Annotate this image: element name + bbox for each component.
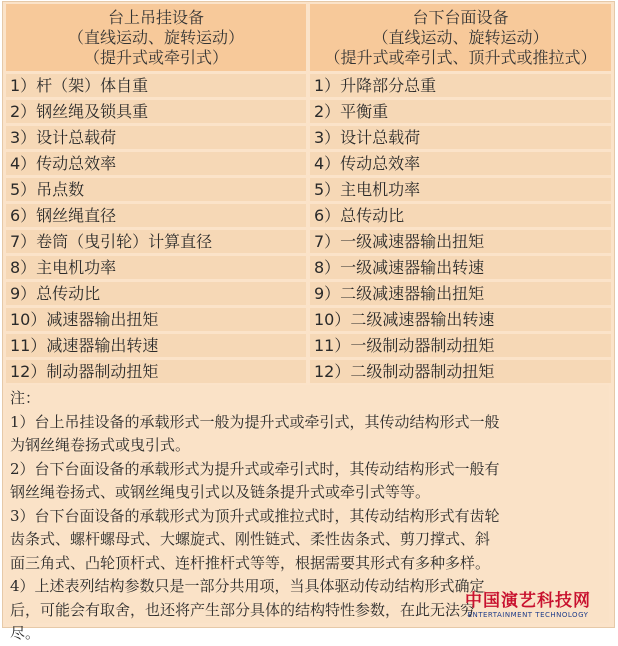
table-cell-right: 7）一级减速器输出扭矩 xyxy=(310,230,611,253)
notes-line: 3）台下台面设备的承载形式为顶升式或推拉式时，其传动结构形式有齿轮 xyxy=(10,506,500,525)
table-cell-right: 11）一级制动器制动扭矩 xyxy=(310,334,611,357)
header-subtitle: （直线运动、旋转运动） xyxy=(372,27,549,47)
notes-line: 尽。 xyxy=(10,624,41,642)
header-subtitle: （提升式或牵引式、顶升式或推拉式） xyxy=(324,47,597,67)
table-cell-left: 12）制动器制动扭矩 xyxy=(6,360,306,383)
table-cell-right: 5）主电机功率 xyxy=(310,178,611,201)
notes-line: 为钢丝绳卷扬式或曳引式。 xyxy=(10,436,191,454)
table-cell-left: 9）总传动比 xyxy=(6,282,306,305)
table-cell-left: 8）主电机功率 xyxy=(6,256,306,279)
table-cell-right: 2）平衡重 xyxy=(310,100,611,123)
table-cell-right: 3）设计总载荷 xyxy=(310,126,611,149)
table-header-understage-equipment xyxy=(310,4,611,71)
watermark-subtitle: ENTERTAINMENT TECHNOLOGY xyxy=(467,611,589,619)
table-cell-right: 10）二级减速器输出转速 xyxy=(310,308,611,331)
notes-section xyxy=(6,385,609,642)
notes-line: 面三角式、凸轮顶杆式、连杆推杆式等等，根据需要其形式有多种多样。 xyxy=(10,553,491,572)
table-header-overhead-equipment xyxy=(6,4,306,71)
header-title: 台上吊挂设备 xyxy=(107,7,204,27)
header-title: 台下台面设备 xyxy=(412,7,509,27)
table-cell-right: 8）一级减速器输出转速 xyxy=(310,256,611,279)
table-cell-left: 6）钢丝绳直径 xyxy=(6,204,306,227)
notes-line: 2）台下台面设备的承载形式为提升式或牵引式时，其传动结构形式一般有 xyxy=(10,459,500,478)
notes-line: 后，可能会有取舍，也还将产生部分具体的结构特性参数，在此无法穷 xyxy=(10,600,476,619)
watermark-logo xyxy=(456,591,600,621)
table-cell-left: 2）钢丝绳及锁具重 xyxy=(6,100,306,123)
parameter-table xyxy=(6,4,611,383)
document-sheet xyxy=(2,1,615,642)
notes-line: 1）台上吊挂设备的承载形式一般为提升式或牵引式，其传动结构形式一般 xyxy=(10,412,500,431)
table-cell-right: 6）总传动比 xyxy=(310,204,611,227)
table-cell-left: 3）设计总载荷 xyxy=(6,126,306,149)
header-subtitle: （直线运动、旋转运动） xyxy=(67,27,244,47)
header-subtitle: （提升式或牵引式） xyxy=(83,47,228,67)
table-cell-left: 11）减速器输出转速 xyxy=(6,334,306,357)
notes-heading: 注： xyxy=(10,389,41,407)
table-cell-right: 9）二级减速器输出扭矩 xyxy=(310,282,611,305)
table-cell-left: 10）减速器输出扭矩 xyxy=(6,308,306,331)
table-cell-left: 4）传动总效率 xyxy=(6,152,306,175)
table-cell-left: 7）卷筒（曳引轮）计算直径 xyxy=(6,230,306,253)
notes-line: 4）上述表列结构参数只是一部分共用项，当具体驱动传动结构形式确定 xyxy=(10,577,485,595)
table-cell-left: 1）杆（架）体自重 xyxy=(6,74,306,97)
notes-line: 齿条式、螺杆螺母式、大螺旋式、刚性链式、柔性齿条式、剪刀撑式、斜 xyxy=(10,530,491,548)
table-cell-left: 5）吊点数 xyxy=(6,178,306,201)
table-cell-right: 1）升降部分总重 xyxy=(310,74,611,97)
watermark-title: 中国演艺科技网 xyxy=(465,591,591,611)
notes-line: 钢丝绳卷扬式、或钢丝绳曳引式以及链条提升式或牵引式等等。 xyxy=(10,483,431,501)
table-cell-right: 12）二级制动器制动扭矩 xyxy=(310,360,611,383)
table-cell-right: 4）传动总效率 xyxy=(310,152,611,175)
